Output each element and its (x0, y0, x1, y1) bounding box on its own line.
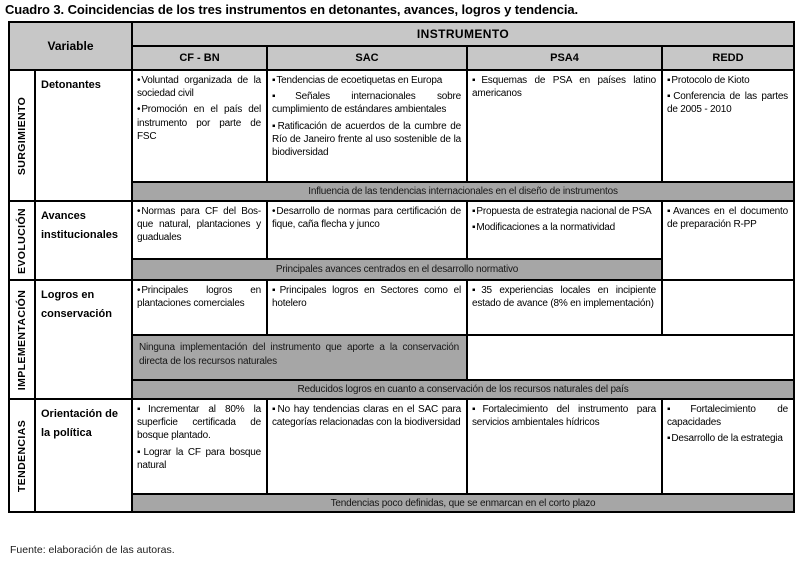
table-row (9, 280, 794, 335)
cell-surgimiento-sac (267, 70, 467, 182)
cell-implementacion-sac (267, 280, 467, 335)
cell-tendencias-sac (267, 399, 467, 494)
cell-tendencias-cfbn (132, 399, 267, 494)
band-surgimiento: Influencia de las tendencias internacionales en el diseño de instrumentos (132, 182, 794, 201)
table-row (9, 22, 794, 46)
band-implementacion: Reducidos logros en cuanto a conservación de los recursos naturales del país (132, 380, 794, 399)
bullet-item: ▪ Fortalecimiento de capacidades (667, 403, 788, 429)
cell-tendencias-psa4 (467, 399, 662, 494)
stage-label-surgimiento (9, 70, 35, 201)
instrument-header: INSTRUMENTO (132, 22, 794, 46)
col-header-psa4: PSA4 (467, 46, 662, 70)
band-evolucion: Principales avances centrados en el desarrollo normativo (132, 259, 662, 280)
cell-surgimiento-psa4 (467, 70, 662, 182)
stage-label-text: EVOLUCIÓN (16, 207, 28, 274)
variable-cell-logros-en-conservacion: Logros en conservación (35, 280, 132, 399)
variable-header: Variable (9, 22, 132, 70)
bullet-item: ▪ Modificaciones a la normatividad (472, 221, 656, 234)
cell-implementacion-cfbn (132, 280, 267, 335)
cell-evolucion-sac (267, 201, 467, 259)
bullet-item: • Desarrollo de normas para certificación de fique, caña flecha y junco (272, 205, 461, 231)
col-header-redd: REDD (662, 46, 794, 70)
bullet-item: ▪ Esquemas de PSA en países latino americanos (472, 74, 656, 100)
bullet-item: ▪ Avances en el documento de preparación R-PP (667, 205, 788, 231)
cell-implementacion-redd-empty (662, 280, 794, 335)
table-row (9, 201, 794, 259)
col-header-sac: SAC (267, 46, 467, 70)
bullet-item: ▪ Propuesta de estrategia nacional de PSA (472, 205, 656, 218)
bullet-item: ▪ No hay tendencias claras en el SAC para categorías relacionadas con la biodiversidad (272, 403, 461, 429)
cell-surgimiento-cfbn (132, 70, 267, 182)
bullet-item: ▪ Protocolo de Kioto (667, 74, 788, 87)
cell-tendencias-redd (662, 399, 794, 494)
bullet-item: ▪ Fortalecimiento del instrumento para servicios ambientales hídricos (472, 403, 656, 429)
cell-evolucion-psa4 (467, 201, 662, 259)
variable-cell-detonantes: Detonantes (35, 70, 132, 201)
bullet-item: ▪ Desarrollo de la estrategia (667, 432, 788, 445)
cell-evolucion-cfbn (132, 201, 267, 259)
comparison-table (8, 21, 795, 513)
variable-cell-orientacion-politica: Orientación de la política (35, 399, 132, 512)
table-row (9, 70, 794, 182)
cell-surgimiento-redd (662, 70, 794, 182)
stage-label-text: IMPLEMENTACIÓN (16, 289, 28, 390)
table-row (9, 399, 794, 494)
bullet-item: ▪ Tendencias de ecoetiquetas en Europa (272, 74, 461, 87)
bullet-item: • Promoción en el país del instrumento por parte de FSC (137, 103, 261, 143)
source-note: Fuente: elaboración de las autoras. (10, 544, 175, 556)
bullet-item: ▪ Conferencia de las partes de 2005 - 2010 (667, 90, 788, 116)
bullet-item: ▪ Señales internacionales sobre cumplimiento de estándares ambientales (272, 90, 461, 116)
cell-evolucion-redd (662, 201, 794, 280)
cell-implementacion-psa4 (467, 280, 662, 335)
variable-cell-avances-institucionales: Avances institucionales (35, 201, 132, 280)
stage-label-evolucion (9, 201, 35, 280)
bullet-item: • Normas para CF del Bos-que natural, plantaciones y guaduales (137, 205, 261, 245)
bullet-item: • Principales logros en plantaciones comerciales (137, 284, 261, 310)
bullet-item: ▪ 35 experiencias locales en incipiente estado de avance (8% en implementación) (472, 284, 656, 310)
bullet-item: ▪ Incrementar al 80% la superficie certificada de bosque plantado. (137, 403, 261, 443)
stage-label-implementacion (9, 280, 35, 399)
stage-label-text: TENDENCIAS (16, 419, 28, 492)
band-tendencias: Tendencias poco definidas, que se enmarcan en el corto plazo (132, 494, 794, 512)
cell-implementacion-empty-right (467, 335, 794, 380)
bullet-item: • Voluntad organizada de la sociedad civil (137, 74, 261, 100)
bullet-item: ▪ Lograr la CF para bosque natural (137, 446, 261, 472)
bullet-item: ▪ Ratificación de acuerdos de la cumbre de Río de Janeiro frente al uso sostenible de la biodiversidad (272, 120, 461, 160)
band-implementacion-partial: Ninguna implementación del instrumento que aporte a la conservación directa de los recursos naturales (132, 335, 467, 380)
bullet-item: ▪ Principales logros en Sectores como el hotelero (272, 284, 461, 310)
table-title: Cuadro 3. Coincidencias de los tres instrumentos en detonantes, avances, logros y tendencia. (5, 2, 579, 17)
col-header-cfbn: CF - BN (132, 46, 267, 70)
stage-label-tendencias (9, 399, 35, 512)
stage-label-text: SURGIMIENTO (16, 96, 28, 175)
